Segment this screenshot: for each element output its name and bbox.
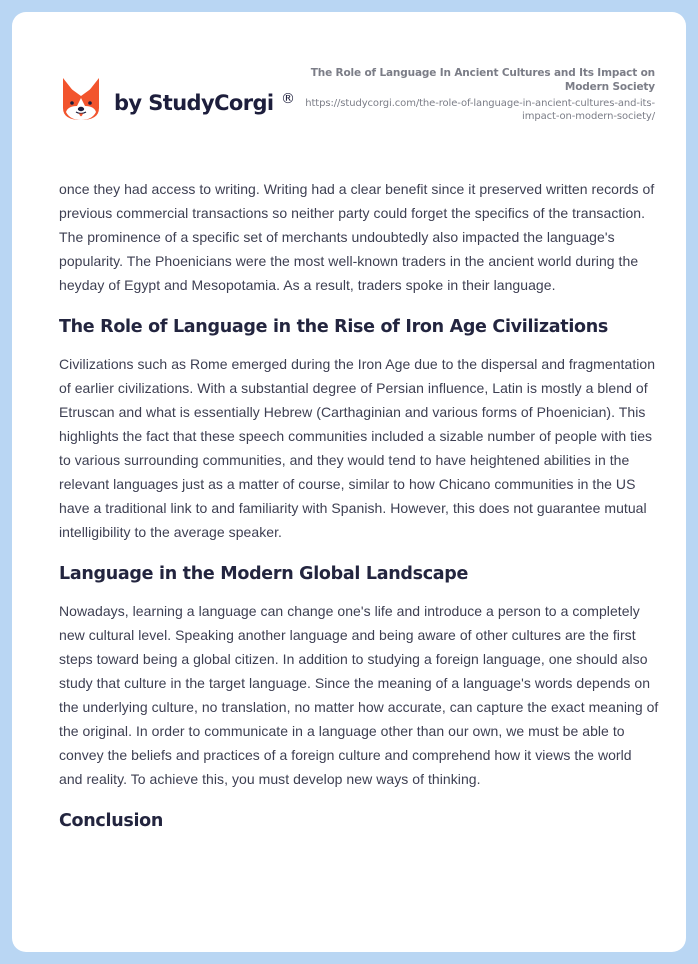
intro-paragraph: once they had access to writing. Writing had a clear benefit since it preserved written records of previous commercial transactions so neither party could forget the specifics of the transaction. The prominence of a specific set of merchants undoubtedly also impacted the language's popularity. The Phoenicians were the most well-known traders in the ancient world during the heyday of Egypt and Mesopotamia. As a result, traders spoke in their language. [59, 181, 655, 293]
section-heading-iron-age: The Role of Language in the Rise of Iron Age Civilizations [59, 317, 609, 337]
section-heading-modern-global: Language in the Modern Global Landscape [59, 564, 469, 584]
section-paragraph-modern-global: Nowadays, learning a language can change one's life and introduce a person to a completely new cultural level. Speaking another language and being aware of other cultures are the first steps toward being a global citizen. In addition to studying a foreign language, one should also study that culture in the target language. Since the meaning of a language's words depends on the underlying culture, no translation, no matter how accurate, can capture the exact meaning of the original. In order to communicate in a language other than our own, we must be able to convey the beliefs and practices of a foreign culture and comprehend how it views the world and reality. To achieve this, you must develop new ways of thinking. [59, 603, 659, 787]
page-header [12, 12, 686, 162]
brand-name: by StudyCorgi [114, 91, 274, 115]
registered-mark: ® [281, 91, 295, 107]
document-title: The Role of Language In Ancient Cultures and Its Impact on Modern Society [310, 67, 655, 93]
section-paragraph-iron-age: Civilizations such as Rome emerged during the Iron Age due to the dispersal and fragmentation of earlier civilizations. With a substantial degree of Persian influence, Latin is mostly a blend of Etruscan and what is essentially Hebrew (Carthaginian and various forms of Phoenician). This highlights the fact that these speech communities included a sizable number of people with ties to various surrounding communities, and they would tend to have heightened abilities in the relevant languages just as a matter of course, similar to how Chicano communities in the US have a traditional link to and familiarity with Spanish. However, this does not guarantee mutual intelligibility to the average speaker. [59, 356, 656, 540]
document-meta [295, 66, 655, 123]
document-page [12, 12, 686, 952]
corgi-icon [60, 76, 102, 122]
studycorgi-logo[interactable] [60, 76, 295, 122]
section-heading-conclusion: Conclusion [59, 811, 164, 831]
document-url[interactable]: https://studycorgi.com/the-role-of-language-in-ancient-cultures-and-its-impact-on-modern-society/ [305, 98, 655, 122]
article-body [59, 177, 659, 832]
